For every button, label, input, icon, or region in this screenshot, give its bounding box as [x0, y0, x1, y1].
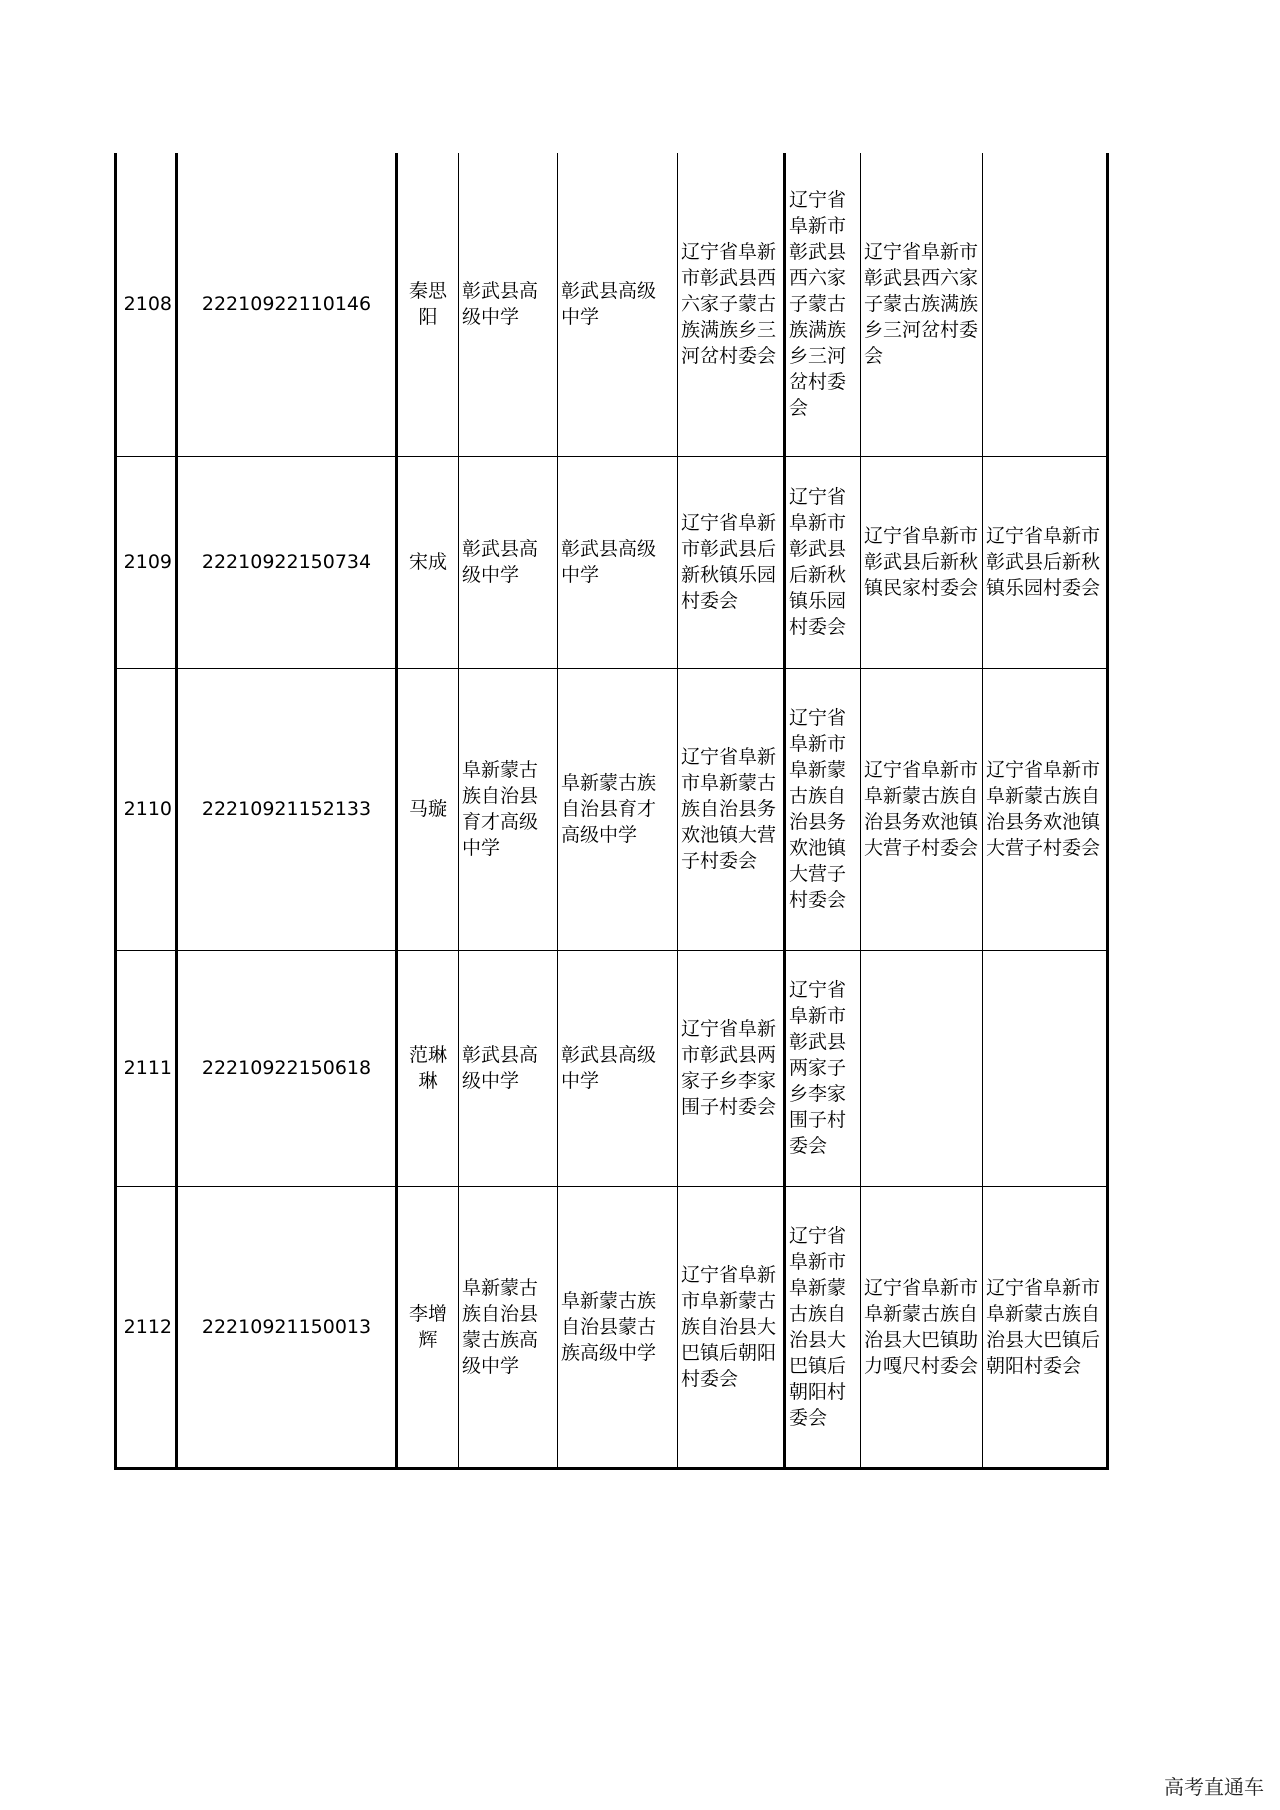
- seq-cell: 2110: [116, 668, 177, 950]
- name-cell: 范琳琳: [397, 950, 459, 1186]
- roster-table: [114, 153, 1109, 1470]
- school-a-cell: 彰武县高级中学: [459, 456, 558, 668]
- school-a-cell: 彰武县高级中学: [459, 153, 558, 456]
- seq-cell: 2111: [116, 950, 177, 1186]
- name-cell: 宋成: [397, 456, 459, 668]
- id-cell: 22210921150013: [177, 1186, 397, 1468]
- address-2-cell: 辽宁省阜新市彰武县两家子乡李家围子村委会: [785, 950, 861, 1186]
- seq-cell: 2108: [116, 153, 177, 456]
- name-cell: 秦思阳: [397, 153, 459, 456]
- id-cell: 22210922110146: [177, 153, 397, 456]
- address-4-cell: [983, 153, 1108, 456]
- table-row: [116, 1186, 1108, 1468]
- school-b-cell: 彰武县高级中学: [558, 153, 678, 456]
- address-3-cell: 辽宁省阜新市阜新蒙古族自治县大巴镇助力嘎尺村委会: [861, 1186, 983, 1468]
- school-b-cell: 彰武县高级中学: [558, 456, 678, 668]
- address-4-cell: 辽宁省阜新市阜新蒙古族自治县大巴镇后朝阳村委会: [983, 1186, 1108, 1468]
- address-4-cell: [983, 950, 1108, 1186]
- table-row: [116, 668, 1108, 950]
- address-1-cell: 辽宁省阜新市彰武县西六家子蒙古族满族乡三河岔村委会: [678, 153, 785, 456]
- address-3-cell: 辽宁省阜新市彰武县西六家子蒙古族满族乡三河岔村委会: [861, 153, 983, 456]
- address-3-cell: 辽宁省阜新市阜新蒙古族自治县务欢池镇大营子村委会: [861, 668, 983, 950]
- table-row: [116, 456, 1108, 668]
- seq-cell: 2109: [116, 456, 177, 668]
- address-1-cell: 辽宁省阜新市彰武县后新秋镇乐园村委会: [678, 456, 785, 668]
- address-3-cell: [861, 950, 983, 1186]
- school-b-cell: 彰武县高级中学: [558, 950, 678, 1186]
- address-2-cell: 辽宁省阜新市阜新蒙古族自治县大巴镇后朝阳村委会: [785, 1186, 861, 1468]
- id-cell: 22210921152133: [177, 668, 397, 950]
- address-1-cell: 辽宁省阜新市阜新蒙古族自治县务欢池镇大营子村委会: [678, 668, 785, 950]
- address-1-cell: 辽宁省阜新市彰武县两家子乡李家围子村委会: [678, 950, 785, 1186]
- watermark: 高考直通车: [1164, 1775, 1264, 1799]
- school-a-cell: 彰武县高级中学: [459, 950, 558, 1186]
- table-row: [116, 950, 1108, 1186]
- address-1-cell: 辽宁省阜新市阜新蒙古族自治县大巴镇后朝阳村委会: [678, 1186, 785, 1468]
- name-cell: 李增辉: [397, 1186, 459, 1468]
- address-2-cell: 辽宁省阜新市阜新蒙古族自治县务欢池镇大营子村委会: [785, 668, 861, 950]
- table-row: [116, 153, 1108, 456]
- school-a-cell: 阜新蒙古族自治县蒙古族高级中学: [459, 1186, 558, 1468]
- school-b-cell: 阜新蒙古族自治县育才高级中学: [558, 668, 678, 950]
- address-4-cell: 辽宁省阜新市阜新蒙古族自治县务欢池镇大营子村委会: [983, 668, 1108, 950]
- address-3-cell: 辽宁省阜新市彰武县后新秋镇民家村委会: [861, 456, 983, 668]
- address-2-cell: 辽宁省阜新市彰武县后新秋镇乐园村委会: [785, 456, 861, 668]
- id-cell: 22210922150734: [177, 456, 397, 668]
- roster-body: [116, 153, 1108, 1468]
- school-b-cell: 阜新蒙古族自治县蒙古族高级中学: [558, 1186, 678, 1468]
- id-cell: 22210922150618: [177, 950, 397, 1186]
- school-a-cell: 阜新蒙古族自治县育才高级中学: [459, 668, 558, 950]
- name-cell: 马璇: [397, 668, 459, 950]
- seq-cell: 2112: [116, 1186, 177, 1468]
- address-4-cell: 辽宁省阜新市彰武县后新秋镇乐园村委会: [983, 456, 1108, 668]
- address-2-cell: 辽宁省阜新市彰武县西六家子蒙古族满族乡三河岔村委会: [785, 153, 861, 456]
